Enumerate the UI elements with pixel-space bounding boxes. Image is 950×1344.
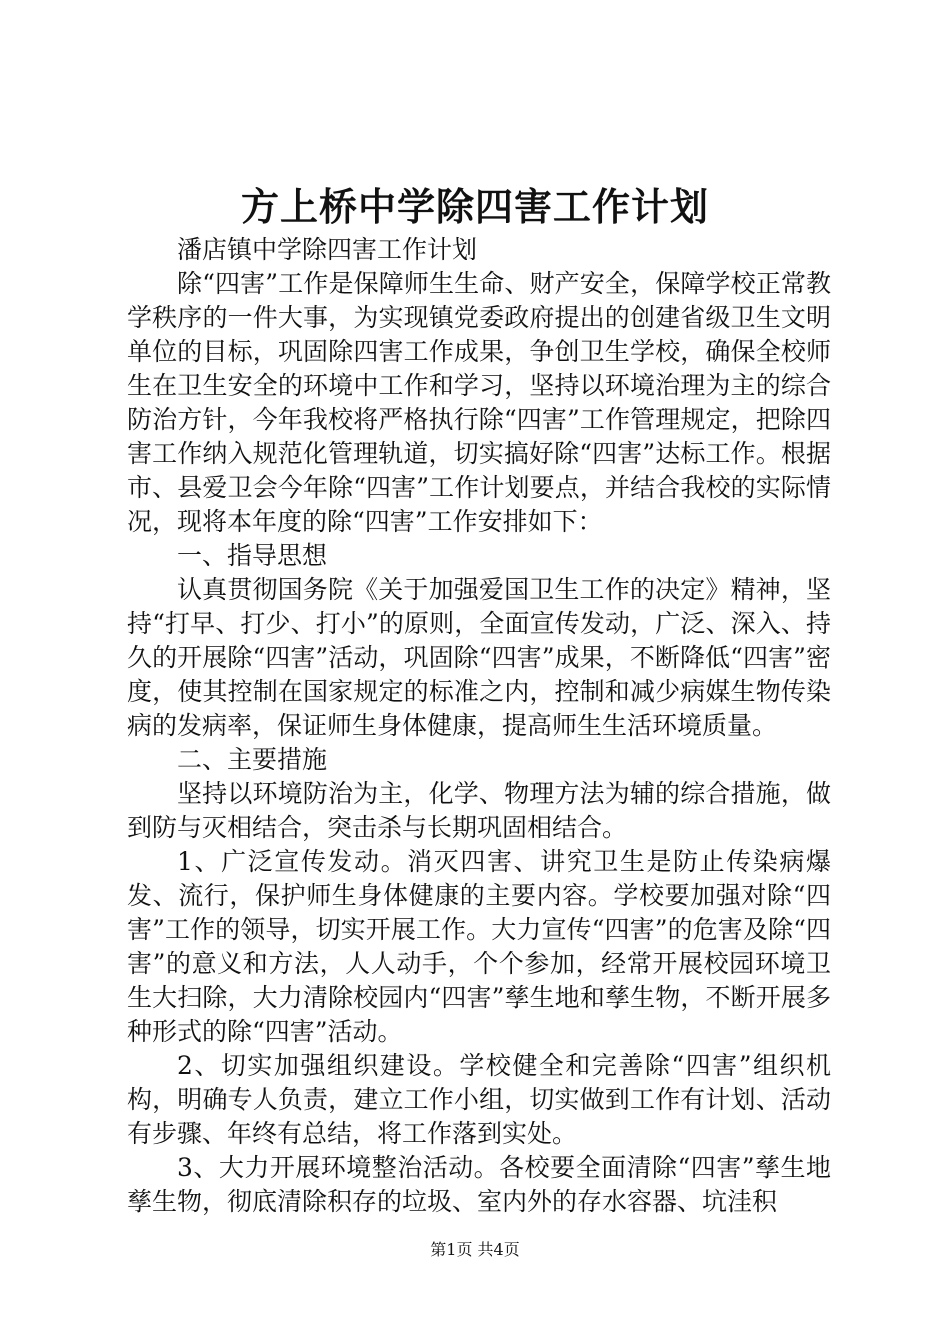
section-heading-main-measures: 二、主要措施 (177, 745, 328, 774)
document-body (127, 233, 831, 1219)
paragraph-guiding-ideology: 认真贯彻国务院《关于加强爱国卫生工作的决定》精神，坚持“打早、打少、打小”的原则，全面宣传发动，广泛、深入、持久的开展除“四害”活动，巩固除“四害”成果，不断降低“四害”密度，使其控制在国家规定的标准之内，控制和减少病媒生物传染病的发病率，保证师生身体健康，提高师生生活环境质量。 (127, 575, 831, 740)
paragraph-measure-1: 1、广泛宣传发动。消灭四害、讲究卫生是防止传染病爆发、流行，保护师生身体健康的主要内容。学校要加强对除“四害”工作的领导，切实开展工作。大力宣传“四害”的危害及除“四害”的意义和方法，人人动手，个个参加，经常开展校园环境卫生大扫除，大力清除校园内“四害”孳生地和孳生物，不断开展多种形式的除“四害”活动。 (127, 847, 831, 1046)
section-heading-guiding-ideology: 一、指导思想 (177, 541, 328, 570)
paragraph-intro: 除“四害”工作是保障师生生命、财产安全，保障学校正常教学秩序的一件大事，为实现镇党委政府提出的创建省级卫生文明单位的目标，巩固除四害工作成果，争创卫生学校，确保全校师生在卫生安全的环境中工作和学习，坚持以环境治理为主的综合防治方针，今年我校将严格执行除“四害”工作管理规定，把除四害工作纳入规范化管理轨道，切实搞好除“四害”达标工作。根据市、县爱卫会今年除“四害”工作计划要点，并结合我校的实际情况，现将本年度的除“四害”工作安排如下： (127, 269, 831, 536)
paragraph-subtitle: 潘店镇中学除四害工作计划 (177, 235, 478, 264)
paragraph-measure-3: 3、大力开展环境整治活动。各校要全面清除“四害”孳生地孳生物，彻底清除积存的垃圾、室内外的存水容器、坑洼积 (127, 1153, 831, 1216)
page-footer: 第1页 共4页 (430, 1240, 520, 1259)
paragraph-main-measures: 坚持以环境防治为主，化学、物理方法为辅的综合措施，做到防与灭相结合，突击杀与长期巩固相结合。 (127, 779, 831, 842)
document-title: 方上桥中学除四害工作计划 (240, 184, 709, 229)
paragraph-measure-2: 2、切实加强组织建设。学校健全和完善除“四害”组织机构，明确专人负责，建立工作小组，切实做到工作有计划、活动有步骤、年终有总结，将工作落到实处。 (127, 1051, 831, 1148)
